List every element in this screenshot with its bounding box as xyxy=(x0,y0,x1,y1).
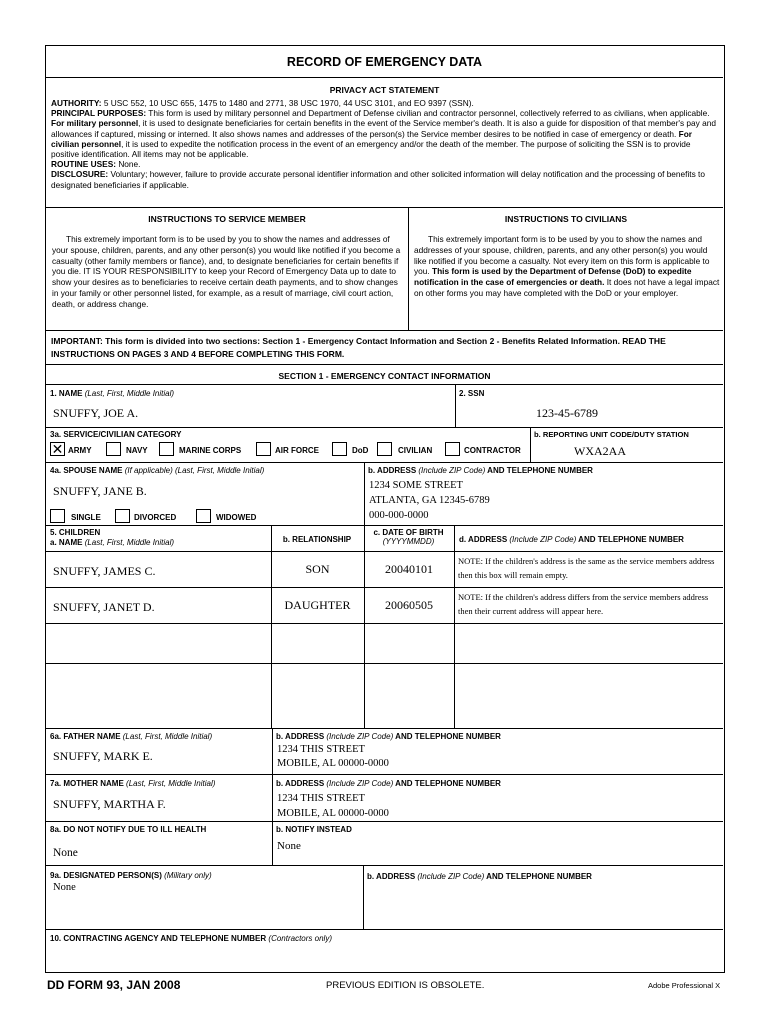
divider xyxy=(46,77,723,78)
authority-text: 5 USC 552, 10 USC 655, 1475 to 1480 and 2771, 38 USC 1970, 44 USC 3101, and EO 9397 (SSN). xyxy=(103,98,474,108)
mother-label: 7a. MOTHER NAME (Last, First, Middle Initial) xyxy=(50,779,216,788)
spouse-name-field[interactable]: SNUFFY, JANE B. xyxy=(53,484,147,498)
divider xyxy=(46,364,723,365)
divider xyxy=(46,551,723,552)
child-relationship-field[interactable]: SON xyxy=(305,562,330,576)
child-address-field[interactable]: NOTE: If the children's address is the same as the service members address then this box will remain empty. xyxy=(458,556,715,580)
spouse-widowed-checkbox[interactable] xyxy=(196,509,211,523)
spouse-address-line: 1234 SOME STREET xyxy=(369,480,463,491)
form-id: DD FORM 93, JAN 2008 xyxy=(47,978,181,992)
child-dob-field[interactable]: 20040101 xyxy=(385,562,433,576)
father-label: 6a. FATHER NAME (Last, First, Middle Initial) xyxy=(50,732,213,741)
spouse-widowed-label: WIDOWED xyxy=(216,513,257,522)
children-relationship-label: b. RELATIONSHIP xyxy=(282,535,352,544)
spouse-address-line: ATLANTA, GA 12345-6789 xyxy=(369,495,490,506)
divider xyxy=(46,663,723,664)
divider xyxy=(46,427,723,428)
mother-name-field[interactable]: SNUFFY, MARTHA F. xyxy=(53,797,166,811)
divider xyxy=(408,207,409,330)
child-address-field[interactable]: NOTE: If the children's address differs from the service members address then their current address will appear here. xyxy=(458,592,709,616)
purposes-military: For military personnel xyxy=(51,118,139,129)
category-army-checkbox[interactable]: ✕ xyxy=(51,441,64,457)
mother-address-field[interactable] xyxy=(277,791,389,821)
divider xyxy=(271,525,272,728)
child-dob-field[interactable]: 20060505 xyxy=(385,598,433,612)
spouse-divorced-label: DIVORCED xyxy=(134,513,177,522)
father-address-line: 1234 THIS STREET xyxy=(277,744,365,755)
divider xyxy=(46,330,723,331)
child-relationship-field[interactable]: DAUGHTER xyxy=(284,598,351,612)
name-label: 1. NAME (Last, First, Middle Initial) xyxy=(50,389,175,398)
do-not-notify-field[interactable]: None xyxy=(53,847,78,859)
father-name-field[interactable]: SNUFFY, MARK E. xyxy=(53,749,153,763)
child-name-field[interactable]: SNUFFY, JANET D. xyxy=(53,600,155,614)
category-label: 3a. SERVICE/CIVILIAN CATEGORY xyxy=(50,430,182,439)
divider xyxy=(46,929,723,930)
mother-address-label: b. ADDRESS (Include ZIP Code) AND TELEPHONE NUMBER xyxy=(276,779,501,788)
privacy-heading: PRIVACY ACT STATEMENT xyxy=(329,85,440,95)
unit-field[interactable]: WXA2AA xyxy=(574,444,626,458)
divider xyxy=(364,525,365,728)
previous-edition-note: PREVIOUS EDITION IS OBSOLETE. xyxy=(326,980,485,991)
designated-label: 9a. DESIGNATED PERSON(S) (Military only) xyxy=(50,871,212,880)
contracting-agency-label: 10. CONTRACTING AGENCY AND TELEPHONE NUMBER (Contractors only) xyxy=(50,934,332,943)
category-dod-checkbox[interactable] xyxy=(332,442,347,456)
category-marine-corps-checkbox[interactable] xyxy=(159,442,174,456)
divider xyxy=(530,427,531,462)
spouse-phone: 000-000-0000 xyxy=(369,510,429,521)
category-navy-label: NAVY xyxy=(126,446,148,455)
civilian-text-2: It does not have a legal impact on other forms you may have completed with the DoD or your employer. xyxy=(414,277,720,298)
unit-label: b. REPORTING UNIT CODE/DUTY STATION xyxy=(534,430,689,439)
divider xyxy=(46,728,723,729)
category-navy-checkbox[interactable] xyxy=(106,442,121,456)
mother-address-line: MOBILE, AL 00000-0000 xyxy=(277,808,389,819)
spouse-label: 4a. SPOUSE NAME (If applicable) (Last, First, Middle Initial) xyxy=(50,466,265,475)
category-civilian-label: CIVILIAN xyxy=(398,446,433,455)
father-address-line: MOBILE, AL 00000-0000 xyxy=(277,758,389,769)
spouse-single-label: SINGLE xyxy=(71,513,101,522)
instructions-member-text: This extremely important form is to be used by you to show the names and addresses of your spouse, children, parents, and any other person(s) you would like notified if you become a casualty (other family members or fiance), and, to designate beneficiaries for certain benefits if you die. IT IS YOUR RESPONSIBILITY to keep your Record of Emergency Data up to date to show your desires as to beneficiaries to receive certain death payments, and to show changes in your family or other personnel listed, for example, as a result of marriage, civil court action, death, or address change. xyxy=(52,234,401,309)
instructions-civilian-heading: INSTRUCTIONS TO CIVILIANS xyxy=(504,214,628,224)
divider xyxy=(364,462,365,525)
divider xyxy=(46,865,723,866)
emergency-data-form xyxy=(45,45,725,973)
category-air-force-label: AIR FORCE xyxy=(275,446,319,455)
divider xyxy=(363,865,364,929)
children-name-label: a. NAME (Last, First, Middle Initial) xyxy=(50,538,175,547)
category-air-force-checkbox[interactable] xyxy=(256,442,271,456)
divider xyxy=(46,623,723,624)
purposes-text-civilian: , it is used to expedite the notification process in the event of an emergency and/or the death of the member. The purpose of soliciting the SSN is to provide positive identification. All items may not be applicable. xyxy=(51,138,691,160)
children-dob-label: c. DATE OF BIRTH (YYYYMMDD) xyxy=(373,528,444,546)
authority-label: AUTHORITY: xyxy=(51,98,102,108)
ssn-field[interactable]: 123-45-6789 xyxy=(536,406,598,420)
designated-field[interactable]: None xyxy=(53,882,76,893)
father-address-label: b. ADDRESS (Include ZIP Code) AND TELEPHONE NUMBER xyxy=(276,732,501,741)
notify-instead-field[interactable]: None xyxy=(277,840,301,852)
divider xyxy=(46,384,723,385)
category-army-label: ARMY xyxy=(68,446,92,455)
privacy-statement xyxy=(51,98,719,190)
divider xyxy=(46,821,723,822)
name-field[interactable]: SNUFFY, JOE A. xyxy=(53,406,139,420)
purposes-label: PRINCIPAL PURPOSES: xyxy=(51,108,147,119)
father-address-field[interactable] xyxy=(277,743,389,771)
children-label: 5. CHILDREN xyxy=(50,528,101,537)
purposes-civilian: For civilian personnel xyxy=(51,128,693,149)
category-marine-corps-label: MARINE CORPS xyxy=(179,446,242,455)
section1-heading: SECTION 1 - EMERGENCY CONTACT INFORMATION xyxy=(278,371,491,381)
divider xyxy=(46,207,723,208)
divider xyxy=(46,587,723,588)
disclosure-text: Voluntary; however, failure to provide accurate personal identifier information and other solicited information will delay notification and the processing of benefits to designated beneficiaries if applicable. xyxy=(51,169,705,190)
instructions-member-heading: INSTRUCTIONS TO SERVICE MEMBER xyxy=(148,214,306,224)
civilian-text-bold: This form is used by the Department of Defense (DoD) to expedite notification in the case of emergencies or death. xyxy=(414,266,692,288)
divider xyxy=(46,462,723,463)
category-contractor-label: CONTRACTOR xyxy=(464,446,521,455)
divider xyxy=(454,525,455,728)
purposes-text-military: , it is used to designate beneficiaries for certain benefits in the event of the Service member's death. It is also a guide for disposition of that member's pay and allowances if captured, missing or interned. It also shows names and addresses of the person(s) the Service member desires to be notified in case of emergency or death. xyxy=(51,118,716,139)
routine-label: ROUTINE USES: xyxy=(51,159,116,170)
mother-address-line: 1234 THIS STREET xyxy=(277,793,365,804)
divider xyxy=(46,525,723,526)
divider xyxy=(272,728,273,865)
notify-instead-label: b. NOTIFY INSTEAD xyxy=(276,825,352,834)
spouse-single-checkbox[interactable] xyxy=(50,509,65,523)
routine-text: None. xyxy=(118,159,141,170)
do-not-notify-label: 8a. DO NOT NOTIFY DUE TO ILL HEALTH xyxy=(50,825,207,834)
instructions-civilian-text xyxy=(414,234,720,299)
child-name-field[interactable]: SNUFFY, JAMES C. xyxy=(53,564,156,578)
divider xyxy=(455,384,456,427)
software-credit: Adobe Professional X xyxy=(648,981,721,990)
spouse-divorced-checkbox[interactable] xyxy=(115,509,130,523)
form-title: RECORD OF EMERGENCY DATA xyxy=(286,55,483,69)
important-note: IMPORTANT: This form is divided into two sections: Section 1 - Emergency Contact Information and Section 2 - Benefits Related Information. READ THE INSTRUCTIONS ON PAGES 3 AND 4 BEFORE COMPLETING THIS FORM. xyxy=(51,336,666,359)
spouse-address-label: b. ADDRESS (Include ZIP Code) AND TELEPHONE NUMBER xyxy=(368,466,593,475)
disclosure-label: DISCLOSURE: xyxy=(51,169,109,180)
spouse-address-field[interactable] xyxy=(369,478,490,523)
children-address-label: d. ADDRESS (Include ZIP Code) AND TELEPHONE NUMBER xyxy=(459,535,684,544)
category-contractor-checkbox[interactable] xyxy=(445,442,460,456)
category-civilian-checkbox[interactable] xyxy=(377,442,392,456)
ssn-label: 2. SSN xyxy=(459,389,485,398)
divider xyxy=(46,774,723,775)
category-dod-label: DoD xyxy=(352,446,369,455)
designated-address-label: b. ADDRESS (Include ZIP Code) AND TELEPHONE NUMBER xyxy=(367,872,592,881)
purposes-text: This form is used by military personnel and Department of Defense civilian and contractor personnel, collectively referred to as civilians, when applicable. xyxy=(148,108,710,119)
civilian-text-1: This extremely important form is to be used by you to show the names and addresses of your spouse, children, parents, and any other person(s) you would like notified if you become a casualty. Not every item on this form is applicable to you. xyxy=(414,234,710,277)
